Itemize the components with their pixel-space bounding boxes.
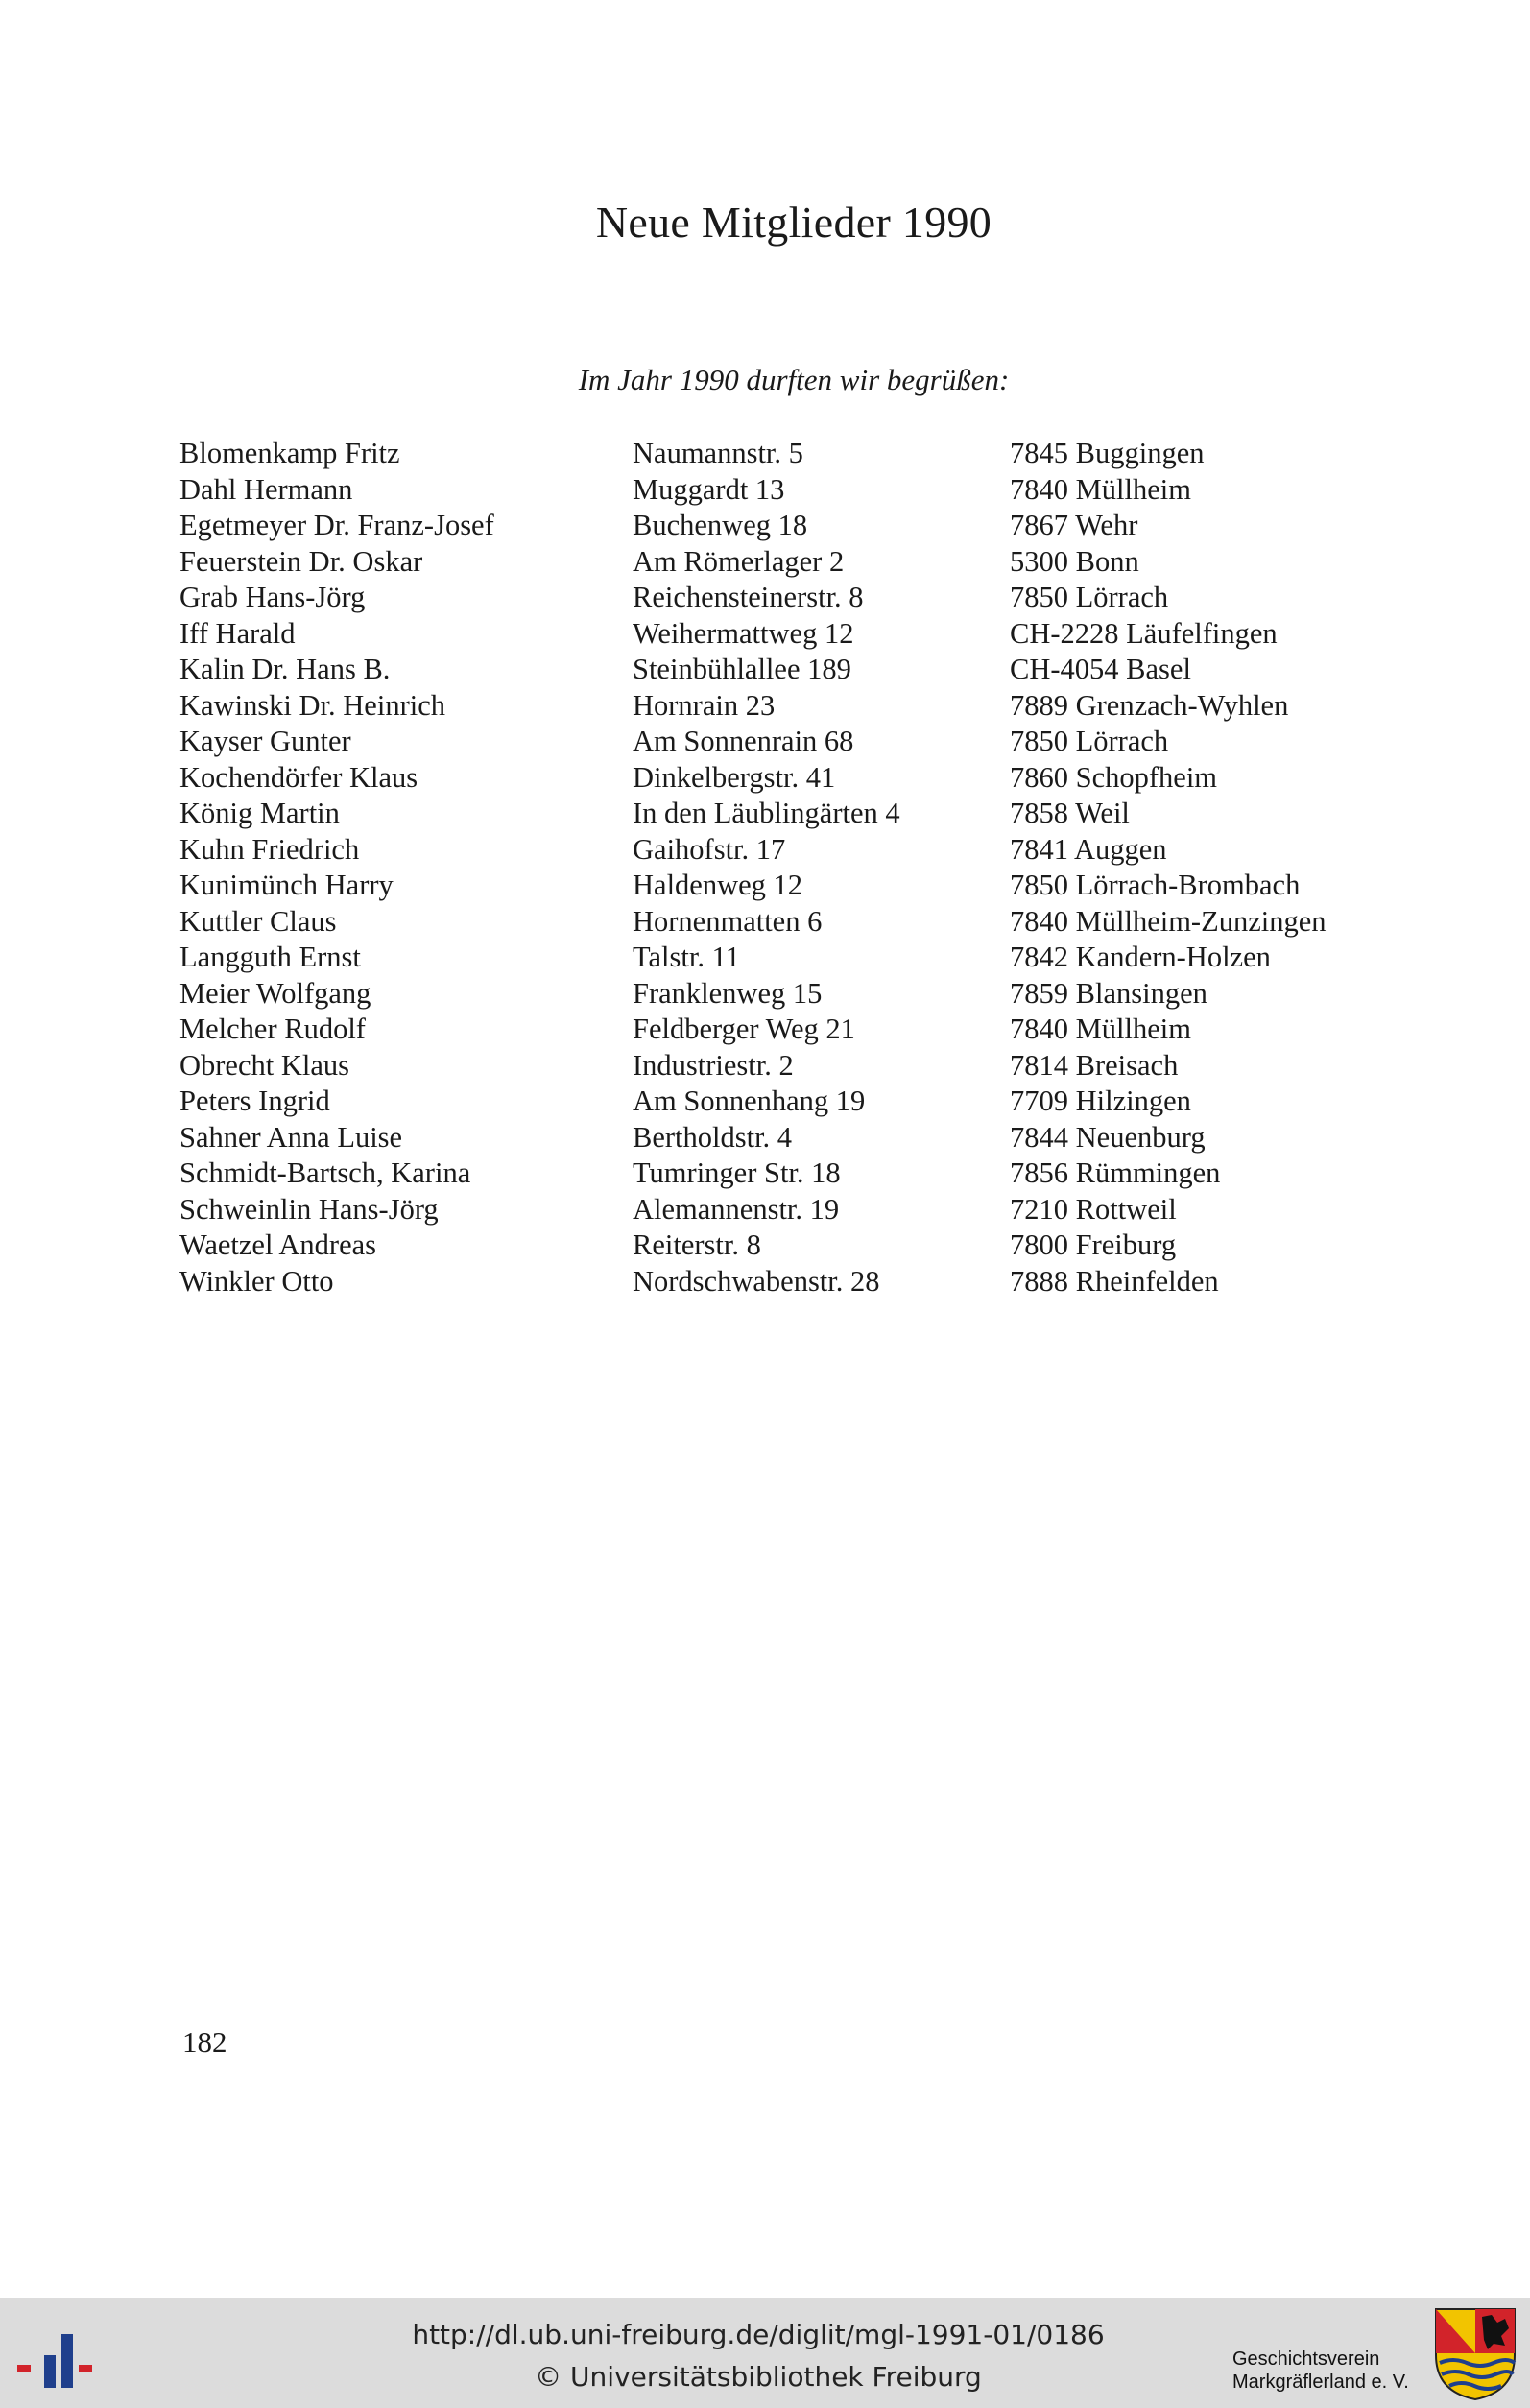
member-row [179, 1156, 1408, 1192]
member-list [179, 436, 1408, 1299]
member-city: 7709 Hilzingen [1010, 1085, 1191, 1117]
member-name: Dahl Hermann [179, 472, 353, 506]
member-name: Sahner Anna Luise [179, 1120, 403, 1154]
member-row [179, 976, 1408, 1013]
member-row [179, 1120, 1408, 1156]
member-row [179, 1264, 1408, 1300]
member-name: Kunimünch Harry [179, 869, 394, 901]
member-name: Kuttler Claus [179, 904, 337, 938]
member-name: Egetmeyer Dr. Franz-Josef [179, 509, 494, 541]
member-name: Kuhn Friedrich [179, 832, 360, 866]
member-street: Dinkelbergstr. 41 [633, 760, 836, 794]
member-city: 7888 Rheinfelden [1010, 1264, 1219, 1298]
member-street: Industriestr. 2 [633, 1048, 794, 1082]
document-url-link[interactable]: http://dl.ub.uni-freiburg.de/diglit/mgl-1991-01/0186 [412, 2319, 1105, 2350]
member-street: Am Sonnenhang 19 [633, 1085, 866, 1117]
society-name [1232, 2348, 1409, 2394]
page-number: 182 [182, 2025, 227, 2059]
member-city: 7841 Auggen [1010, 832, 1167, 866]
member-row [179, 544, 1408, 581]
member-street: Am Römerlager 2 [633, 544, 845, 578]
member-name: Kochendörfer Klaus [179, 760, 418, 794]
member-street: Naumannstr. 5 [633, 437, 803, 469]
member-city: CH-2228 Läufelfingen [1010, 616, 1278, 650]
member-name: Schweinlin Hans-Jörg [179, 1192, 439, 1226]
society-line-2: Markgräflerland e. V. [1232, 2372, 1409, 2393]
copyright-text: © Universitätsbibliothek Freiburg [535, 2361, 982, 2393]
member-street: Franklenweg 15 [633, 976, 823, 1010]
member-row [179, 724, 1408, 760]
member-row [179, 1048, 1408, 1085]
member-name: Iff Harald [179, 616, 296, 650]
member-street: Weihermattweg 12 [633, 616, 854, 650]
member-row [179, 472, 1408, 509]
member-name: Langguth Ernst [179, 941, 361, 973]
member-city: 7859 Blansingen [1010, 976, 1207, 1010]
page-title: Neue Mitglieder 1990 [595, 198, 992, 247]
member-city: 7858 Weil [1010, 797, 1130, 829]
member-row [179, 616, 1408, 653]
member-name: Kawinski Dr. Heinrich [179, 688, 445, 722]
member-city: 7800 Freiburg [1010, 1228, 1177, 1261]
member-city: 7840 Müllheim-Zunzingen [1010, 904, 1327, 938]
member-row [179, 1228, 1408, 1264]
member-city: 7844 Neuenburg [1010, 1120, 1206, 1154]
member-city: 7889 Grenzach-Wyhlen [1010, 688, 1289, 722]
member-name: König Martin [179, 797, 340, 829]
member-city: 7856 Rümmingen [1010, 1156, 1221, 1189]
member-name: Grab Hans-Jörg [179, 581, 366, 613]
member-city: 7840 Müllheim [1010, 472, 1191, 506]
member-name: Winkler Otto [179, 1264, 334, 1298]
member-row [179, 652, 1408, 688]
member-row [179, 688, 1408, 725]
member-street: Hornenmatten 6 [633, 904, 823, 938]
member-row [179, 1084, 1408, 1120]
member-city: 7850 Lörrach-Brombach [1010, 869, 1301, 901]
member-name: Kalin Dr. Hans B. [179, 653, 391, 685]
member-name: Waetzel Andreas [179, 1228, 377, 1261]
member-name: Obrecht Klaus [179, 1048, 350, 1082]
member-city: CH-4054 Basel [1010, 653, 1191, 685]
member-street: Nordschwabenstr. 28 [633, 1264, 880, 1298]
member-row [179, 436, 1408, 472]
member-street: Steinbühlallee 189 [633, 653, 851, 685]
member-city: 7850 Lörrach [1010, 725, 1169, 757]
member-city: 7845 Buggingen [1010, 437, 1205, 469]
member-row [179, 1012, 1408, 1048]
member-row [179, 940, 1408, 976]
member-row [179, 1192, 1408, 1228]
member-street: Alemannenstr. 19 [633, 1192, 840, 1226]
member-row [179, 796, 1408, 832]
member-name: Kayser Gunter [179, 725, 351, 757]
member-row [179, 904, 1408, 941]
member-row [179, 868, 1408, 904]
member-street: Haldenweg 12 [633, 869, 803, 901]
markgraeflerland-coat-of-arms-icon[interactable] [1434, 2307, 1517, 2401]
member-row [179, 508, 1408, 544]
member-name: Meier Wolfgang [179, 976, 371, 1010]
member-city: 7840 Müllheim [1010, 1013, 1191, 1045]
member-row [179, 760, 1408, 797]
member-street: Gaihofstr. 17 [633, 832, 786, 866]
member-name: Melcher Rudolf [179, 1013, 366, 1045]
member-city: 7850 Lörrach [1010, 581, 1169, 613]
member-name: Peters Ingrid [179, 1085, 330, 1117]
member-city: 7860 Schopfheim [1010, 760, 1218, 794]
member-street: Feldberger Weg 21 [633, 1013, 855, 1045]
member-row [179, 580, 1408, 616]
member-city: 7842 Kandern-Holzen [1010, 941, 1271, 973]
member-city: 7814 Breisach [1010, 1048, 1179, 1082]
viewer-footer [0, 2298, 1530, 2408]
member-city: 7867 Wehr [1010, 509, 1138, 541]
member-street: Hornrain 23 [633, 688, 776, 722]
member-street: Am Sonnenrain 68 [633, 725, 854, 757]
member-street: Muggardt 13 [633, 472, 785, 506]
member-street: Tumringer Str. 18 [633, 1156, 841, 1189]
member-city: 5300 Bonn [1010, 544, 1139, 578]
member-name: Blomenkamp Fritz [179, 437, 400, 469]
member-row [179, 832, 1408, 869]
member-city: 7210 Rottweil [1010, 1192, 1177, 1226]
member-street: Buchenweg 18 [633, 509, 808, 541]
member-name: Feuerstein Dr. Oskar [179, 544, 423, 578]
member-street: Reichensteinerstr. 8 [633, 581, 864, 613]
society-line-1: Geschichtsverein [1232, 2348, 1380, 2370]
member-street: Talstr. 11 [633, 941, 740, 973]
member-street: Reiterstr. 8 [633, 1228, 761, 1261]
member-street: Bertholdstr. 4 [633, 1120, 793, 1154]
member-street: In den Läublingärten 4 [633, 797, 900, 829]
page-subtitle: Im Jahr 1990 durften wir begrüßen: [578, 363, 1010, 396]
member-name: Schmidt-Bartsch, Karina [179, 1156, 471, 1189]
